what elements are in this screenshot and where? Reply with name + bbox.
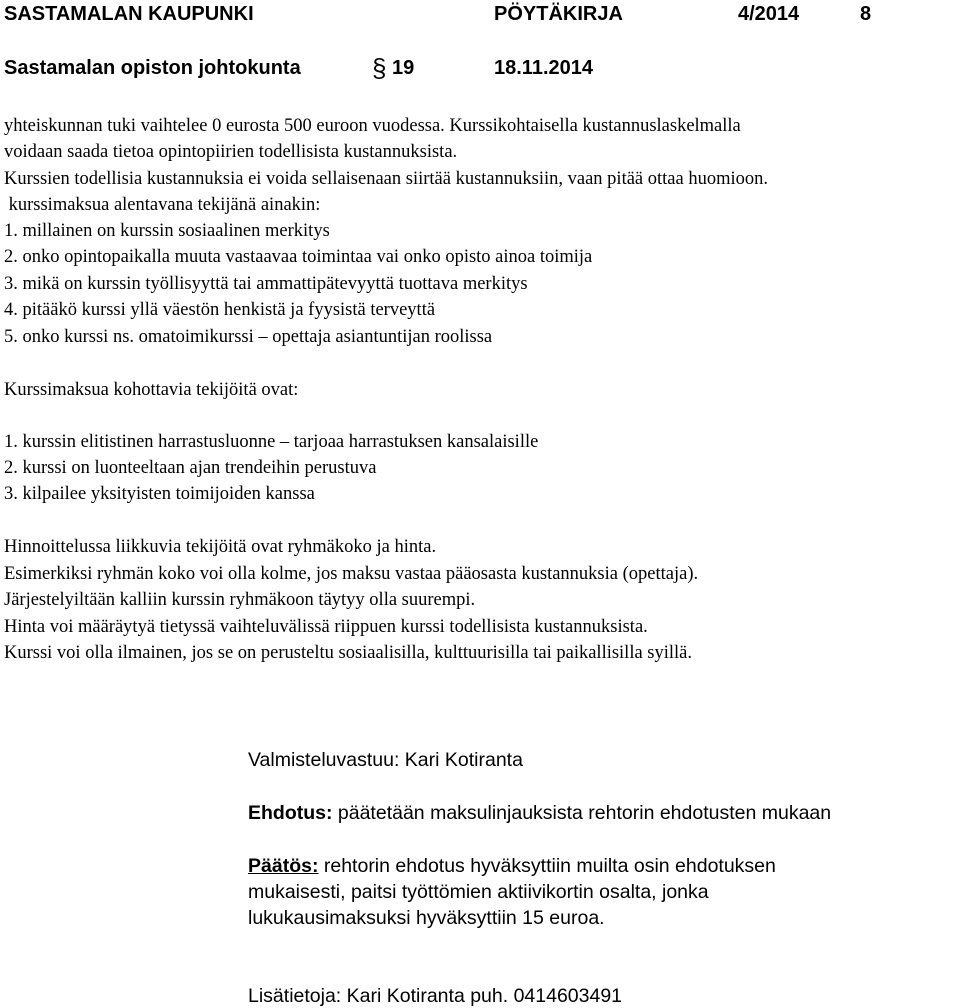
meeting-date: 18.11.2014 [494, 57, 593, 79]
proposal-text: päätetään maksulinjauksista rehtorin ehdotusten mukaan [332, 802, 832, 824]
list-item: 3. mikä on kurssin työllisyyttä tai ammattipätevyyttä tuottava merkitys [4, 274, 528, 294]
document-type: PÖYTÄKIRJA [494, 3, 623, 25]
body-line: yhteiskunnan tuki vaihtelee 0 eurosta 500 euroon vuodessa. Kurssikohtaisella kustannuslaskelmalla [4, 116, 741, 136]
decision-text: lukukausimaksuksi hyväksyttiin 15 euroa. [248, 907, 605, 929]
list-item: 2. kurssi on luonteeltaan ajan trendeihin perustuva [4, 458, 377, 478]
preparer-line: Valmisteluvastuu: Kari Kotiranta [248, 749, 523, 771]
contact-info: Lisätietoja: Kari Kotiranta puh. 0414603491 [248, 985, 623, 1007]
proposal-label: Ehdotus: [248, 802, 333, 824]
list-item: 1. kurssin elitistinen harrastusluonne – tarjoaa harrastuksen kansalaisille [4, 432, 539, 452]
subheading: Kurssimaksua kohottavia tekijöitä ovat: [4, 380, 299, 400]
list-item: 2. onko opintopaikalla muuta vastaavaa toimintaa vai onko opisto ainoa toimija [4, 247, 593, 267]
body-line: Esimerkiksi ryhmän koko voi olla kolme, jos maksu vastaa pääosasta kustannuksia (opettaja). [4, 564, 699, 584]
decision-label: Päätös: [248, 855, 319, 877]
proposal-line [248, 802, 831, 825]
body-line: voidaan saada tietoa opintopiirien todellisista kustannuksista. [4, 142, 458, 162]
decision-line [248, 855, 776, 878]
organization-name: SASTAMALAN KAUPUNKI [4, 3, 254, 25]
section-number: 19 [392, 57, 415, 79]
board-name: Sastamalan opiston johtokunta [4, 57, 301, 79]
body-line: kurssimaksua alentavana tekijänä ainakin: [4, 195, 321, 215]
list-item: 3. kilpailee yksityisten toimijoiden kanssa [4, 484, 315, 504]
list-item: 4. pitääkö kurssi yllä väestön henkistä ja fyysistä terveyttä [4, 300, 436, 320]
list-item: 1. millainen on kurssin sosiaalinen merkitys [4, 221, 330, 241]
decision-text: mukaisesti, paitsi työttömien aktiivikortin osalta, jonka [248, 881, 709, 903]
section-symbol: § [372, 53, 387, 83]
document-number: 4/2014 [738, 3, 800, 25]
body-line: Järjestelyiltään kalliin kurssin ryhmäkoon täytyy olla suurempi. [4, 590, 476, 610]
body-line: Kurssi voi olla ilmainen, jos se on perusteltu sosiaalisilla, kulttuurisilla tai paikallisilla syillä. [4, 643, 693, 663]
decision-text: rehtorin ehdotus hyväksyttiin muilta osin ehdotuksen [318, 855, 776, 877]
list-item: 5. onko kurssi ns. omatoimikurssi – opettaja asiantuntijan roolissa [4, 327, 493, 347]
body-line: Hinnoittelussa liikkuvia tekijöitä ovat ryhmäkoko ja hinta. [4, 537, 437, 557]
body-line: Kurssien todellisia kustannuksia ei voida sellaisenaan siirtää kustannuksiin, vaan pitää ottaa huomioon. [4, 169, 768, 189]
page-number: 8 [860, 3, 872, 25]
body-line: Hinta voi määräytyä tietyssä vaihteluvälissä riippuen kurssi todellisista kustannuksista. [4, 617, 648, 637]
